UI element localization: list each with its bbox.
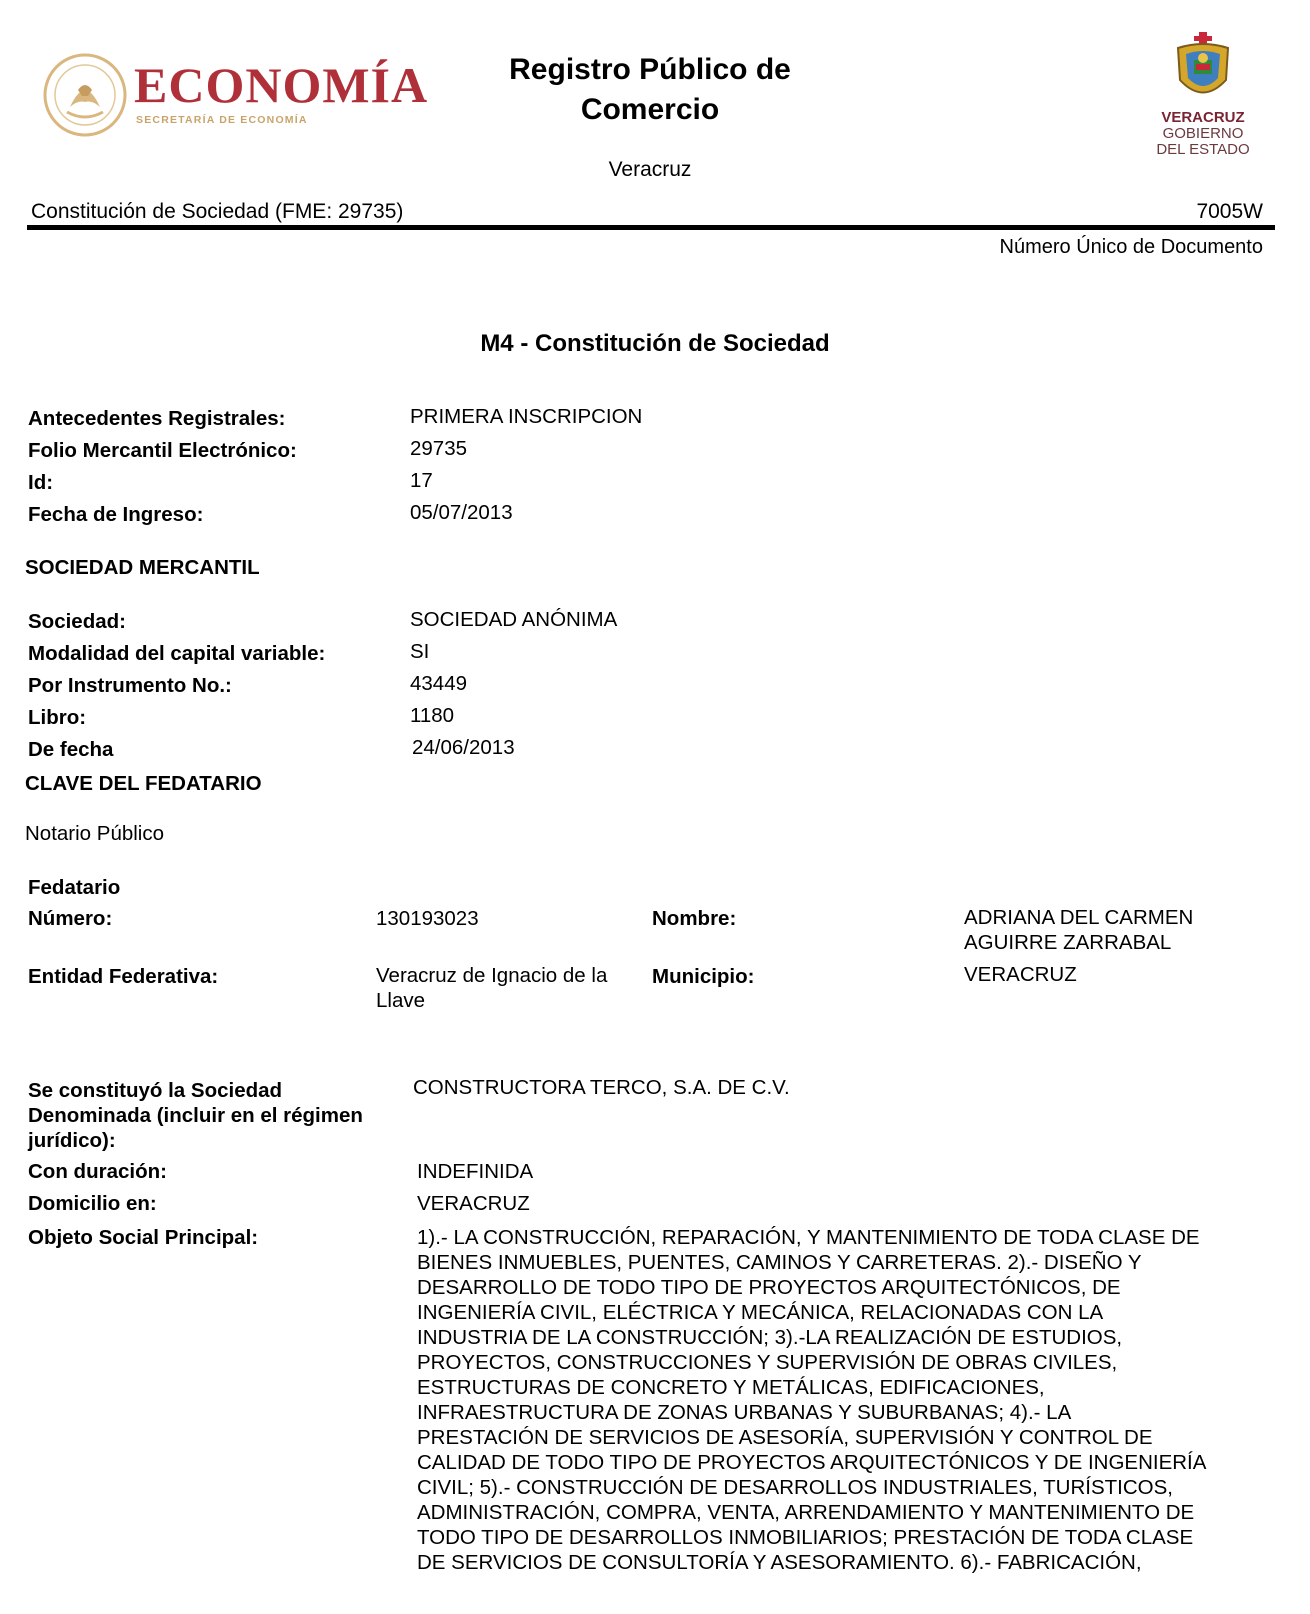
page-title: [440, 50, 860, 130]
duracion-label: Con duración:: [28, 1160, 167, 1183]
objeto-label: Objeto Social Principal:: [28, 1226, 259, 1249]
objeto-social-text: [417, 1225, 1277, 1575]
nombre-label: Nombre:: [652, 907, 737, 930]
de-fecha-label: De fecha: [28, 738, 114, 761]
folio-value: 29735: [410, 437, 468, 460]
id-label: Id:: [28, 471, 54, 494]
municipio-label: Municipio:: [652, 965, 755, 988]
capital-variable-value: SI: [410, 640, 430, 663]
objeto-line: ESTRUCTURAS DE CONCRETO Y METÁLICAS, EDIFICACIONES,: [417, 1376, 1045, 1399]
denominada-value: CONSTRUCTORA TERCO, S.A. DE C.V.: [413, 1076, 790, 1099]
section-title: M4 - Constitución de Sociedad: [480, 330, 830, 357]
document-code-label: Número Único de Documento: [999, 236, 1263, 258]
libro-label: Libro:: [28, 706, 87, 729]
objeto-line: ADMINISTRACIÓN, COMPRA, VENTA, ARRENDAMIENTO Y MANTENIMIENTO DE: [417, 1501, 1195, 1524]
objeto-line: PRESTACIÓN DE SERVICIOS DE ASESORÍA, SUPERVISIÓN Y CONTROL DE: [417, 1426, 1153, 1449]
nombre-line-1: ADRIANA DEL CARMEN: [964, 906, 1194, 929]
mexican-seal-icon: [42, 52, 128, 138]
objeto-line: DESARROLLO DE TODO TIPO DE PROYECTOS ARQUITECTÓNICOS, DE: [417, 1276, 1121, 1299]
objeto-line: PROYECTOS, CONSTRUCCIONES Y SUPERVISIÓN DE OBRAS CIVILES,: [417, 1351, 1118, 1374]
fecha-ingreso-label: Fecha de Ingreso:: [28, 503, 204, 526]
instrumento-value: 43449: [410, 672, 468, 695]
objeto-line: BIENES INMUEBLES, PUENTES, CAMINOS Y CARRETERAS. 2).- DISEÑO Y: [417, 1251, 1142, 1274]
municipio-value: VERACRUZ: [964, 963, 1077, 986]
veracruz-coat-of-arms-icon: [1168, 30, 1238, 108]
folio-label: Folio Mercantil Electrónico:: [28, 439, 297, 462]
nombre-line-2: AGUIRRE ZARRABAL: [964, 931, 1172, 954]
document-type: Constitución de Sociedad (FME: 29735): [31, 200, 404, 223]
entidad-line-1: Veracruz de Ignacio de la: [376, 964, 608, 987]
libro-value: 1180: [410, 704, 455, 727]
objeto-line: INDUSTRIA DE LA CONSTRUCCIÓN; 3).-LA REALIZACIÓN DE ESTUDIOS,: [417, 1326, 1123, 1349]
sociedad-value: SOCIEDAD ANÓNIMA: [410, 608, 618, 631]
title-line-1: Registro Público de: [509, 53, 791, 86]
objeto-line: DE SERVICIOS DE CONSULTORÍA Y ASESORAMIENTO. 6).- FABRICACIÓN,: [417, 1551, 1142, 1574]
numero-label: Número:: [28, 907, 113, 930]
header-divider: [27, 225, 1275, 230]
entidad-line-2: Llave: [376, 989, 426, 1012]
economia-subtitle: SECRETARÍA DE ECONOMÍA: [136, 114, 308, 126]
entidad-value: [376, 963, 607, 1013]
objeto-line: TODO TIPO DE DESARROLLOS INMOBILIARIOS; PRESTACIÓN DE TODA CLASE: [417, 1526, 1194, 1549]
instrumento-label: Por Instrumento No.:: [28, 674, 232, 697]
document-code: 7005W: [1196, 200, 1263, 223]
fedatario-title: Fedatario: [28, 876, 121, 899]
economia-logo: [42, 52, 429, 142]
denominada-label-line-3: jurídico):: [28, 1129, 116, 1152]
veracruz-line-3: DEL ESTADO: [1156, 141, 1250, 158]
objeto-line: INGENIERÍA CIVIL, ELÉCTRICA Y MECÁNICA, RELACIONADAS CON LA: [417, 1301, 1104, 1324]
fecha-ingreso-value: 05/07/2013: [410, 501, 513, 524]
veracruz-logo: [1148, 30, 1258, 160]
veracruz-line-2: GOBIERNO: [1162, 125, 1244, 142]
denominada-label-line-2: Denominada (incluir en el régimen: [28, 1104, 363, 1127]
objeto-line: CALIDAD DE TODO TIPO DE PROYECTOS ARQUITECTÓNICOS Y DE INGENIERÍA: [417, 1451, 1207, 1474]
veracruz-text: [1148, 110, 1258, 158]
de-fecha-value: 24/06/2013: [412, 736, 515, 759]
entidad-label: Entidad Federativa:: [28, 965, 219, 988]
domicilio-label: Domicilio en:: [28, 1192, 157, 1215]
state-name: Veracruz: [608, 158, 692, 181]
nombre-value: [964, 905, 1193, 955]
sociedad-label: Sociedad:: [28, 610, 126, 633]
veracruz-line-1: VERACRUZ: [1161, 109, 1245, 126]
objeto-line: CIVIL; 5).- CONSTRUCCIÓN DE DESARROLLOS INDUSTRIALES, TURÍSTICOS,: [417, 1476, 1173, 1499]
fedatario-heading: CLAVE DEL FEDATARIO: [25, 772, 262, 795]
objeto-line: INFRAESTRUCTURA DE ZONAS URBANAS Y SUBURBANAS; 4).- LA: [417, 1401, 1072, 1424]
duracion-value: INDEFINIDA: [417, 1160, 534, 1183]
domicilio-value: VERACRUZ: [417, 1192, 530, 1215]
sociedad-heading: SOCIEDAD MERCANTIL: [25, 556, 260, 579]
denominada-label-line-1: Se constituyó la Sociedad: [28, 1079, 283, 1102]
antecedentes-label: Antecedentes Registrales:: [28, 407, 286, 430]
id-value: 17: [410, 469, 433, 492]
capital-variable-label: Modalidad del capital variable:: [28, 642, 326, 665]
numero-value: 130193023: [376, 907, 479, 930]
denominada-label: [28, 1078, 398, 1153]
objeto-line: 1).- LA CONSTRUCCIÓN, REPARACIÓN, Y MANTENIMIENTO DE TODA CLASE DE: [417, 1226, 1200, 1249]
title-line-2: Comercio: [580, 93, 720, 126]
economia-wordmark: ECONOMÍA: [134, 57, 429, 113]
fedatario-tipo: Notario Público: [25, 822, 165, 845]
antecedentes-value: PRIMERA INSCRIPCION: [410, 405, 643, 428]
